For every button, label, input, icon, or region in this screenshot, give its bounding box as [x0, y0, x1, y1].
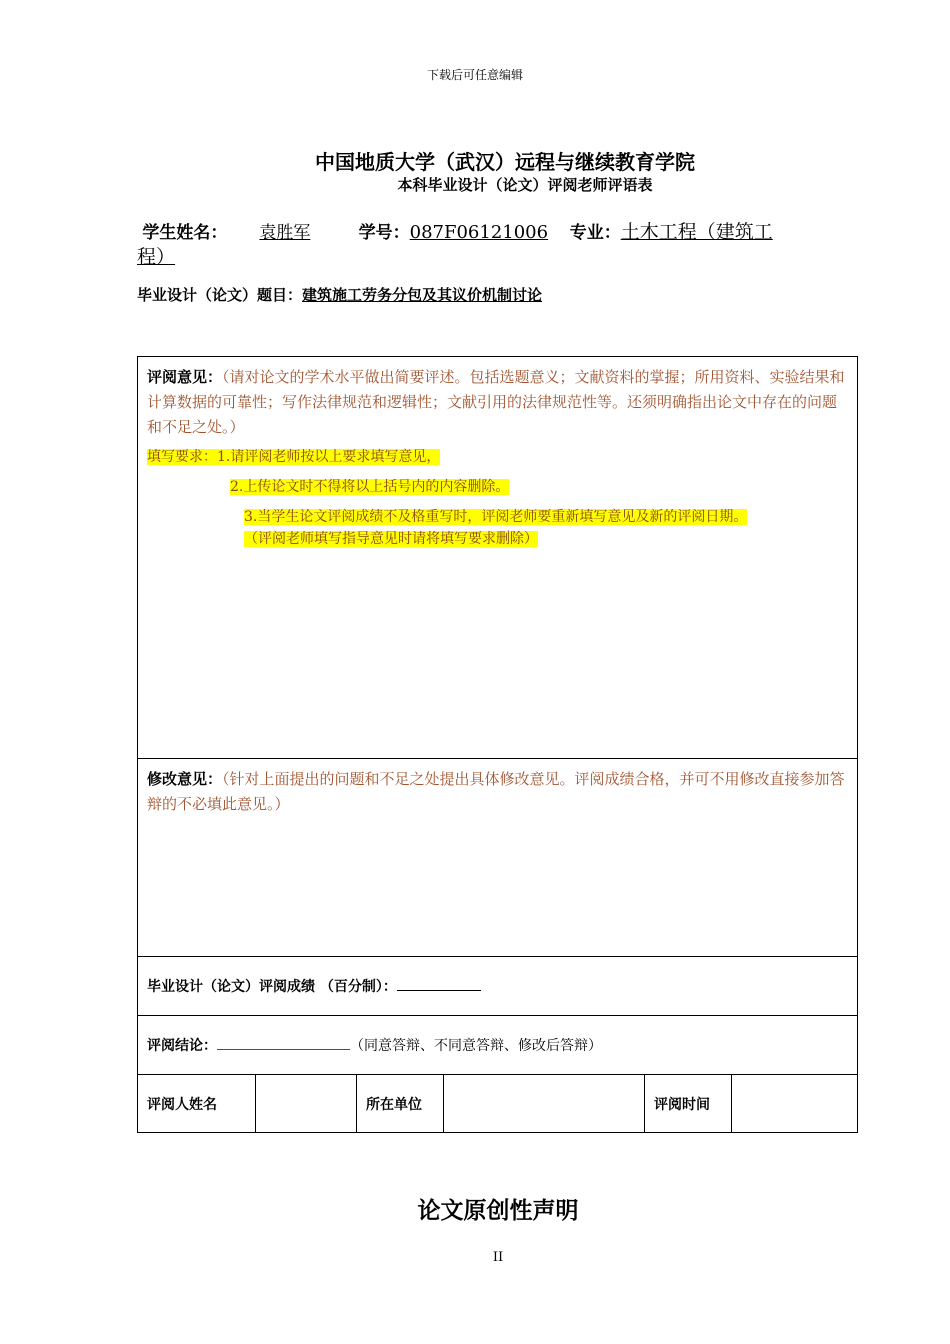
revision-opinion-content — [138, 759, 857, 825]
review-opinion-content — [138, 357, 857, 558]
requirement-1: 填写要求：1.请评阅老师按以上要求填写意见， — [147, 449, 441, 465]
review-form-table — [137, 356, 858, 1133]
review-opinion-cell[interactable] — [138, 357, 858, 759]
topic-value: 建筑施工劳务分包及其议价机制讨论 — [302, 286, 543, 304]
revision-opinion-label: 修改意见： — [147, 770, 223, 788]
declaration-title: 论文原创性声明 — [417, 1198, 579, 1224]
student-id-label: 学号： — [358, 223, 410, 243]
student-id-value: 087F06121006 — [409, 222, 549, 243]
conclusion-input-line[interactable] — [217, 1035, 350, 1050]
conclusion-cell — [138, 1016, 858, 1075]
requirement-4: （评阅老师填写指导意见时请将填写要求删除） — [244, 531, 538, 547]
conclusion-label: 评阅结论： — [147, 1038, 217, 1054]
score-label: 毕业设计（论文）评阅成绩 （百分制）： — [147, 979, 397, 995]
requirement-1-row — [147, 446, 848, 468]
page-number: II — [492, 1250, 504, 1265]
revision-opinion-cell[interactable] — [138, 759, 858, 957]
reviewer-name-label-cell — [138, 1075, 256, 1133]
page-subtitle: 本科毕业设计（论文）评阅老师评语表 — [397, 176, 653, 194]
requirement-2: 2.上传论文时不得将以上括号内的内容删除。 — [230, 479, 510, 495]
unit-label: 所在单位 — [366, 1096, 422, 1113]
major-value: 土木工程（建筑工 — [620, 221, 773, 243]
unit-label-cell — [357, 1075, 444, 1133]
student-name-value: 袁胜军 — [259, 223, 311, 243]
unit-input[interactable] — [444, 1075, 645, 1133]
revision-opinion-instruction: （针对上面提出的问题和不足之处提出具体修改意见。评阅成绩合格，并可不用修改直接参加答辩的不必填此意见。） — [147, 770, 845, 813]
requirement-3-row — [147, 506, 848, 528]
requirement-3: 3.当学生论文评阅成绩不及格重写时，评阅老师要重新填写意见及新的评阅日期。 — [244, 509, 748, 525]
requirement-2-row — [147, 476, 848, 498]
score-input-line[interactable] — [397, 976, 481, 991]
requirement-4-row — [147, 528, 848, 550]
score-row — [138, 976, 857, 996]
time-label-cell — [645, 1075, 732, 1133]
review-opinion-label: 评阅意见： — [147, 368, 223, 386]
header-note: 下载后可任意编辑 — [426, 68, 523, 82]
student-info — [137, 220, 862, 270]
score-cell — [138, 957, 858, 1016]
conclusion-row — [138, 1035, 857, 1055]
student-name-label: 学生姓名： — [142, 223, 228, 243]
page-title: 中国地质大学（武汉）远程与继续教育学院 — [315, 150, 695, 174]
major-label: 专业： — [569, 223, 621, 243]
reviewer-name-label: 评阅人姓名 — [147, 1096, 217, 1113]
time-label: 评阅时间 — [654, 1096, 710, 1113]
major-value-cont: 程） — [137, 246, 176, 268]
review-opinion-instruction: （请对论文的学术水平做出简要评述。包括选题意义；文献资料的掌握；所用资料、实验结果和计算数据的可靠性；写作法律规范和逻辑性；文献引用的法律规范性等。还须明确指出论文中存在的问题和不足之处。） — [147, 368, 845, 436]
topic-label: 毕业设计（论文）题目： — [137, 286, 303, 304]
thesis-topic — [137, 284, 542, 305]
conclusion-options: （同意答辩、不同意答辩、修改后答辩） — [350, 1038, 602, 1054]
reviewer-name-input[interactable] — [256, 1075, 357, 1133]
time-input[interactable] — [732, 1075, 858, 1133]
